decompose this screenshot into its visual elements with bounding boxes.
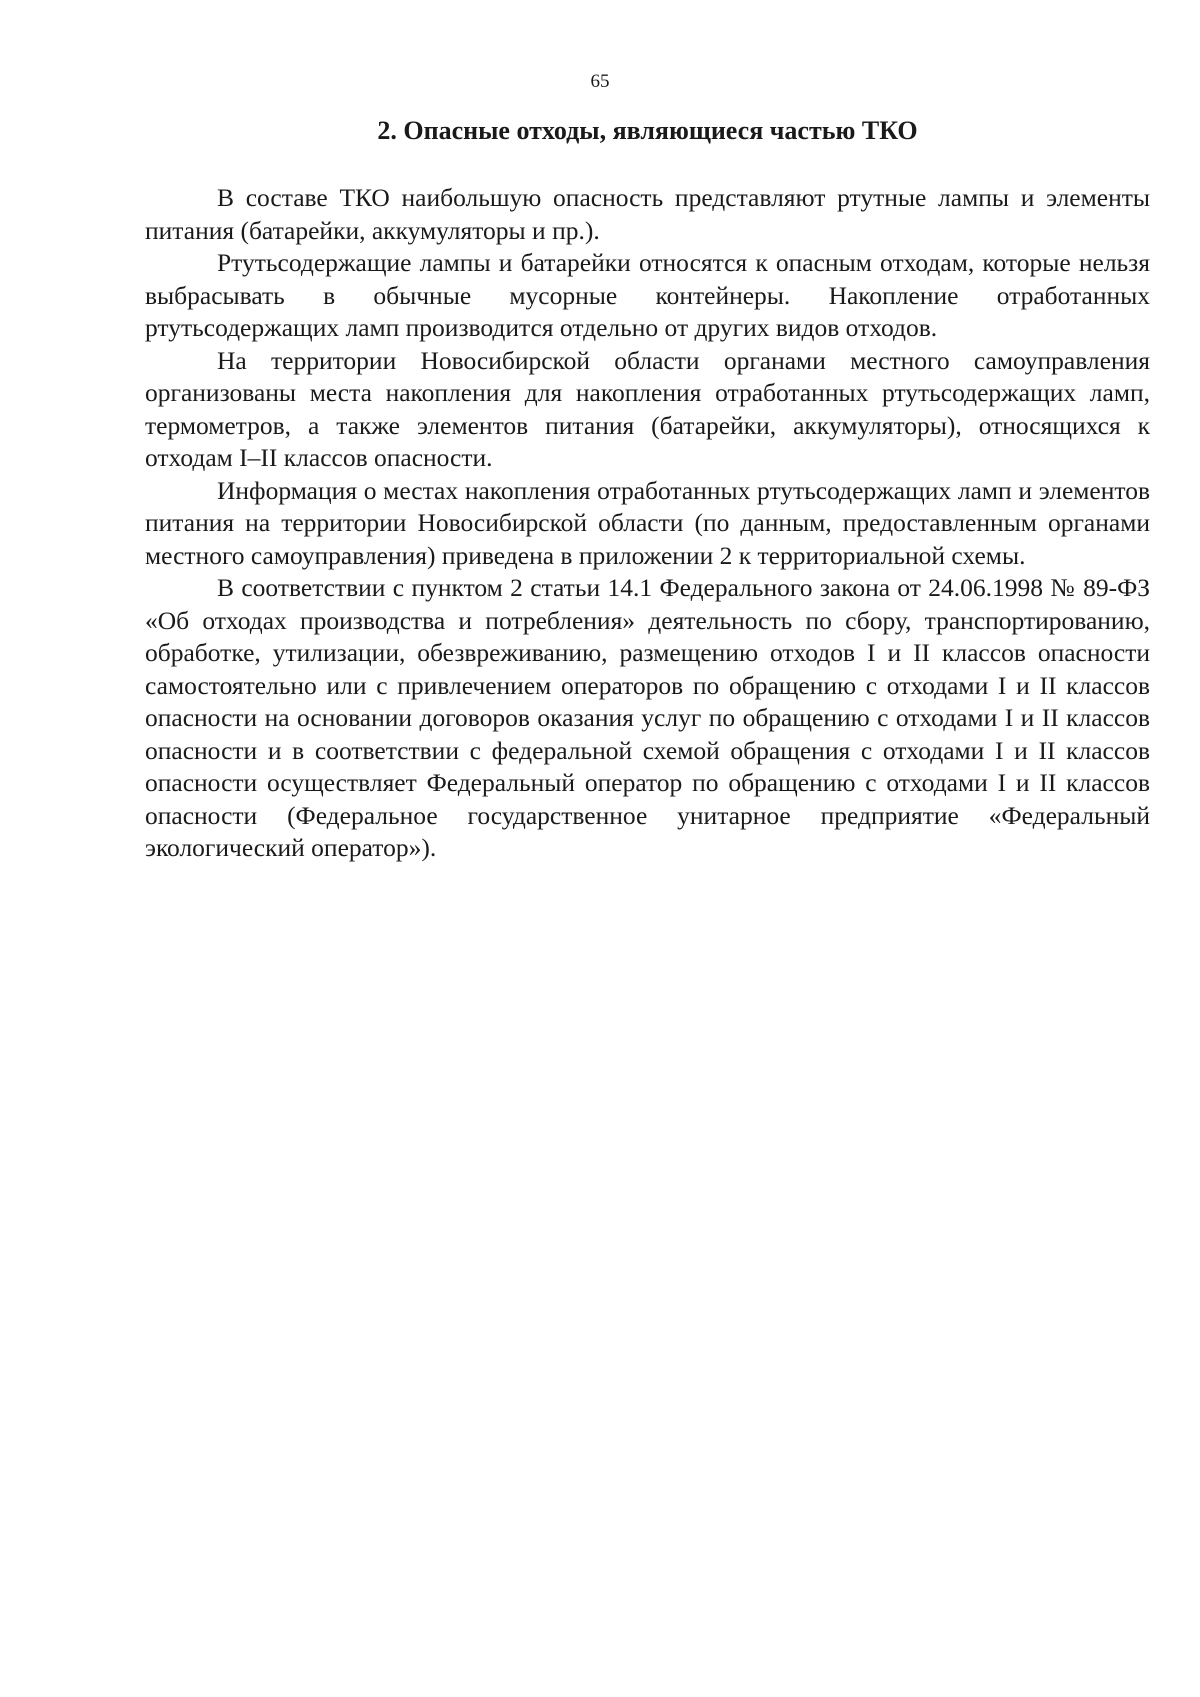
paragraph: На территории Новосибирской области органами местного самоуправления организованы места накопления для накопления отработанных ртутьсодержащих ламп, термометров, а также элементов питания (батарейки, аккумуляторы), относящихся к отходам I–II классов опасности. [145,345,1150,472]
page-number: 65 [590,71,610,92]
paragraph: В составе ТКО наибольшую опасность представляют ртутные лампы и элементы питания (батарейки, аккумуляторы и пр.). [145,183,1150,245]
paragraph: Ртутьсодержащие лампы и батарейки относятся к опасным отходам, которые нельзя выбрасывать в обычные мусорные контейнеры. Накопление отработанных ртутьсодержащих ламп производится отдельно от других видов отходов. [145,248,1150,342]
body-text [145,182,1150,865]
section-heading: 2. Опасные отходы, являющиеся частью ТКО [377,116,918,145]
paragraph: В соответствии с пунктом 2 статьи 14.1 Федерального закона от 24.06.1998 № 89-ФЗ «Об отходах производства и потребления» деятельность по сбору, транспортированию, обработке, утилизации, обезвреживанию, размещению отходов I и II классов опасности самостоятельно или с привлечением операторов по обращению с отходами I и II классов опасности на основании договоров оказания услуг по обращению с отходами I и II классов опасности и в соответствии с федеральной схемой обращения с отходами I и II классов опасности осуществляет Федеральный оператор по обращению с отходами I и II классов опасности (Федеральное государственное унитарное предприятие «Федеральный экологический оператор»). [145,573,1150,862]
paragraph: Информация о местах накопления отработанных ртутьсодержащих ламп и элементов питания на территории Новосибирской области (по данным, предоставленным органами местного самоуправления) приведена в приложении 2 к территориальной схемы. [145,475,1150,570]
